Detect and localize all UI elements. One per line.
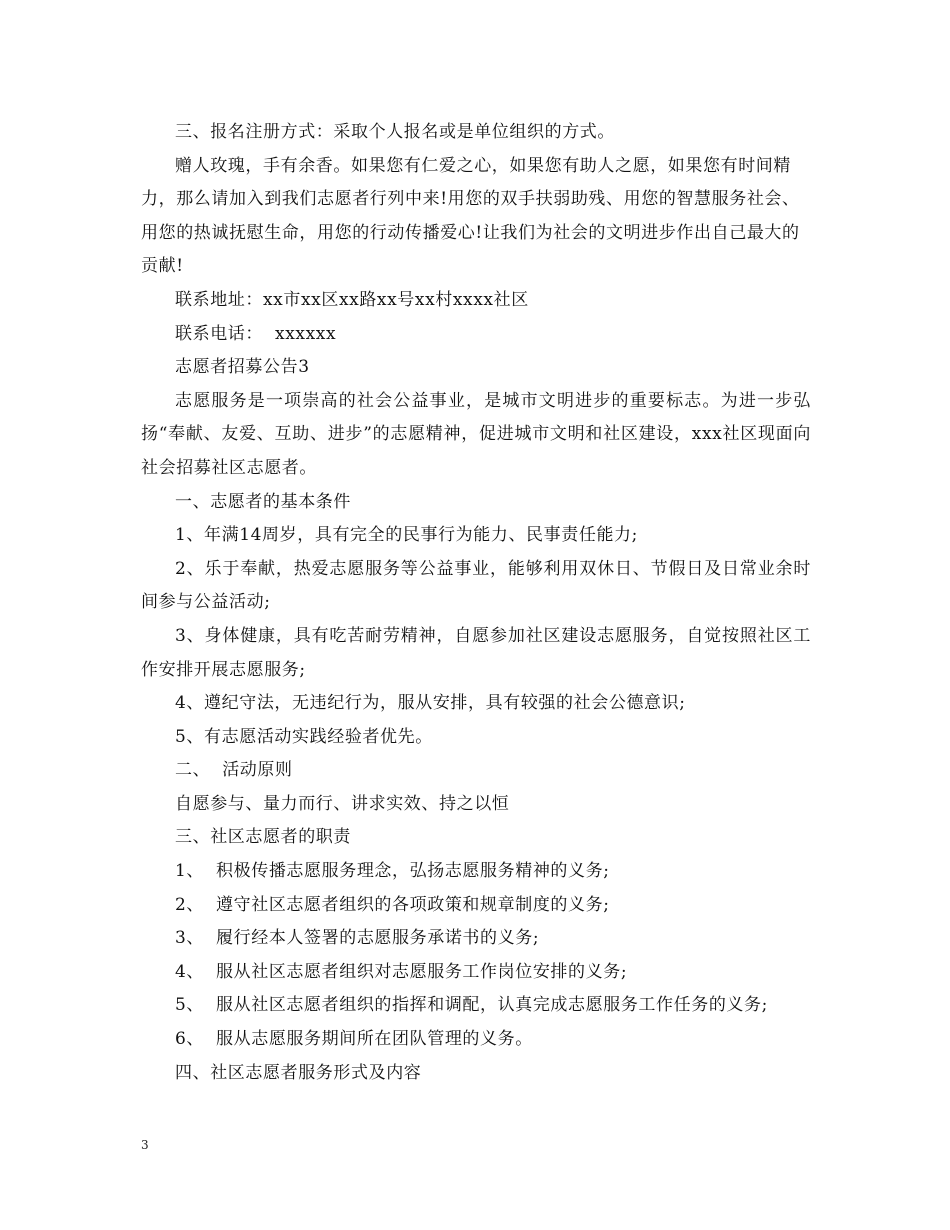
page-number: 3: [141, 1138, 149, 1152]
paragraph-intro: 志愿服务是一项崇高的社会公益事业，是城市文明进步的重要标志。为进一步弘扬“奉献、友爱、互助、进步”的志愿精神，促进城市文明和社区建设，xxx社区现面向社会招募社区志愿者。: [141, 390, 811, 478]
paragraph-registration: 三、报名注册方式：采取个人报名或是单位组织的方式。: [175, 122, 615, 142]
paragraph-notice-title: 志愿者招募公告3: [175, 357, 310, 378]
document-body: [141, 116, 811, 1090]
condition-item-2: 2、乐于奉献，热爱志愿服务等公益事业，能够利用双休日、节假日及日常业余时间参与公益活动;: [141, 558, 811, 613]
section-heading-conditions: 一、志愿者的基本条件: [175, 491, 351, 512]
duty-item-6: 6、 服从志愿服务期间所在团队管理的义务。: [175, 1029, 533, 1050]
section-heading-principles: 二、 活动原则: [175, 760, 293, 781]
condition-item-4: 4、遵纪守法，无违纪行为，服从安排，具有较强的社会公德意识;: [175, 693, 686, 714]
paragraph-contact-phone: 联系电话： xxxxxx: [175, 323, 337, 344]
duty-item-2: 2、 遵守社区志愿者组织的各项政策和规章制度的义务;: [175, 894, 610, 915]
duty-item-1: 1、 积极传播志愿服务理念，弘扬志愿服务精神的义务;: [175, 861, 610, 882]
condition-item-3: 3、身体健康，具有吃苦耐劳精神，自愿参加社区建设志愿服务，自觉按照社区工作安排开展志愿服务;: [141, 625, 811, 680]
paragraph-appeal: 赠人玫瑰，手有余香。如果您有仁爱之心，如果您有助人之愿，如果您有时间精力，那么请加入到我们志愿者行列中来!用您的双手扶弱助残、用您的智慧服务社会、用您的热诚抚慰生命，用您的行动传播爱心!让我们为社会的文明进步作出自己最大的贡献!: [141, 155, 800, 277]
paragraph-contact-address: 联系地址：xx市xx区xx路xx号xx村xxxx社区: [175, 289, 529, 310]
duty-item-3: 3、 履行经本人签署的志愿服务承诺书的义务;: [175, 928, 540, 949]
duty-item-4: 4、 服从社区志愿者组织对志愿服务工作岗位安排的义务;: [175, 961, 628, 982]
condition-item-1: 1、年满14周岁，具有完全的民事行为能力、民事责任能力;: [175, 525, 638, 546]
duty-item-5: 5、 服从社区志愿者组织的指挥和调配，认真完成志愿服务工作任务的义务;: [175, 995, 768, 1016]
condition-item-5: 5、有志愿活动实践经验者优先。: [175, 726, 433, 747]
principles-text: 自愿参与、量力而行、讲求实效、持之以恒: [175, 793, 510, 814]
section-heading-service-forms: 四、社区志愿者服务形式及内容: [175, 1062, 422, 1083]
section-heading-duties: 三、社区志愿者的职责: [175, 827, 351, 848]
